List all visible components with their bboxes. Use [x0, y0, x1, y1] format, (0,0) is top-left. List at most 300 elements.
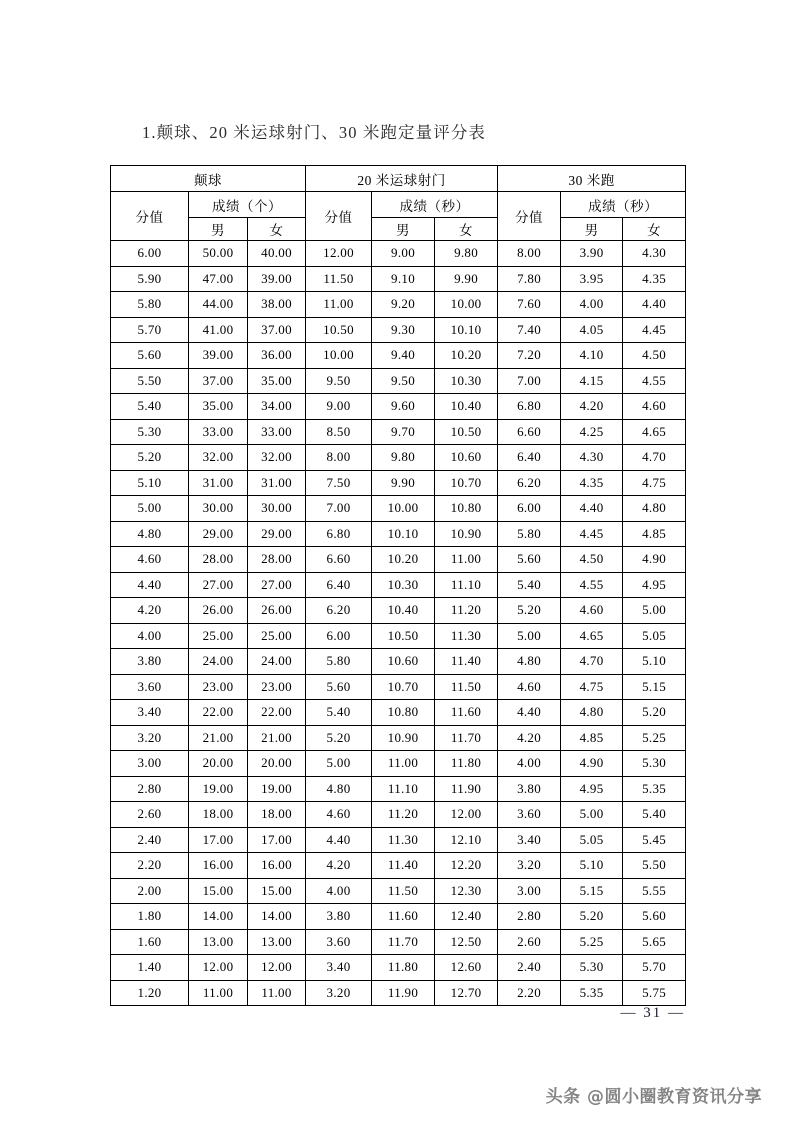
cell-male-30m: 5.05 [561, 827, 623, 853]
cell-male-dianqiu: 26.00 [189, 598, 248, 624]
cell-score-20m: 11.50 [306, 266, 372, 292]
cell-male-20m: 10.60 [372, 649, 435, 675]
cell-score-30m: 7.80 [498, 266, 561, 292]
cell-female-dianqiu: 15.00 [248, 878, 306, 904]
cell-male-dianqiu: 24.00 [189, 649, 248, 675]
cell-score-20m: 9.50 [306, 368, 372, 394]
cell-male-20m: 10.50 [372, 623, 435, 649]
cell-male-dianqiu: 21.00 [189, 725, 248, 751]
cell-male-30m: 5.25 [561, 929, 623, 955]
cell-male-30m: 4.10 [561, 343, 623, 369]
cell-female-30m: 5.05 [623, 623, 686, 649]
cell-female-30m: 4.95 [623, 572, 686, 598]
cell-female-dianqiu: 17.00 [248, 827, 306, 853]
cell-male-20m: 11.00 [372, 751, 435, 777]
cell-female-20m: 12.50 [435, 929, 498, 955]
cell-score-30m: 2.60 [498, 929, 561, 955]
cell-male-30m: 4.90 [561, 751, 623, 777]
cell-score-20m: 4.00 [306, 878, 372, 904]
table-row [111, 649, 686, 675]
table-body [111, 241, 686, 1006]
cell-score-30m: 3.00 [498, 878, 561, 904]
result-label-dianqiu: 成绩（个） [189, 192, 306, 218]
cell-score-30m: 6.40 [498, 445, 561, 471]
cell-male-30m: 4.40 [561, 496, 623, 522]
cell-female-30m: 5.50 [623, 853, 686, 879]
cell-score-dianqiu: 6.00 [111, 241, 189, 267]
table-row [111, 929, 686, 955]
cell-score-30m: 2.20 [498, 980, 561, 1006]
table-row [111, 776, 686, 802]
cell-female-30m: 5.25 [623, 725, 686, 751]
cell-score-20m: 7.00 [306, 496, 372, 522]
group-header-row [111, 166, 686, 192]
cell-male-20m: 9.00 [372, 241, 435, 267]
cell-female-dianqiu: 34.00 [248, 394, 306, 420]
cell-female-dianqiu: 14.00 [248, 904, 306, 930]
cell-female-dianqiu: 32.00 [248, 445, 306, 471]
cell-male-20m: 10.40 [372, 598, 435, 624]
table-row [111, 878, 686, 904]
result-label-30m-run: 成绩（秒） [561, 192, 686, 218]
score-label-20m-dribble-shoot: 分值 [306, 192, 372, 241]
cell-score-30m: 6.20 [498, 470, 561, 496]
cell-male-20m: 11.50 [372, 878, 435, 904]
cell-score-20m: 3.80 [306, 904, 372, 930]
cell-male-dianqiu: 47.00 [189, 266, 248, 292]
cell-female-30m: 4.60 [623, 394, 686, 420]
cell-male-30m: 4.50 [561, 547, 623, 573]
cell-male-dianqiu: 18.00 [189, 802, 248, 828]
cell-score-20m: 11.00 [306, 292, 372, 318]
cell-male-30m: 4.80 [561, 700, 623, 726]
cell-male-30m: 5.15 [561, 878, 623, 904]
cell-female-dianqiu: 24.00 [248, 649, 306, 675]
cell-female-20m: 11.30 [435, 623, 498, 649]
cell-female-30m: 4.35 [623, 266, 686, 292]
cell-score-dianqiu: 2.20 [111, 853, 189, 879]
cell-score-30m: 4.40 [498, 700, 561, 726]
cell-male-20m: 9.60 [372, 394, 435, 420]
cell-female-30m: 5.35 [623, 776, 686, 802]
cell-male-30m: 5.00 [561, 802, 623, 828]
cell-female-20m: 10.70 [435, 470, 498, 496]
cell-score-dianqiu: 5.60 [111, 343, 189, 369]
group-header-20m-dribble-shoot: 20 米运球射门 [306, 166, 498, 192]
cell-male-30m: 4.35 [561, 470, 623, 496]
cell-score-dianqiu: 5.40 [111, 394, 189, 420]
cell-male-20m: 10.90 [372, 725, 435, 751]
cell-female-dianqiu: 11.00 [248, 980, 306, 1006]
cell-score-30m: 7.40 [498, 317, 561, 343]
table-row [111, 419, 686, 445]
cell-female-30m: 4.50 [623, 343, 686, 369]
cell-female-30m: 5.65 [623, 929, 686, 955]
cell-score-20m: 6.20 [306, 598, 372, 624]
table-row [111, 674, 686, 700]
cell-female-30m: 4.55 [623, 368, 686, 394]
table-row [111, 725, 686, 751]
table-row [111, 802, 686, 828]
cell-male-dianqiu: 39.00 [189, 343, 248, 369]
cell-score-20m: 3.60 [306, 929, 372, 955]
cell-female-20m: 11.10 [435, 572, 498, 598]
cell-female-20m: 10.80 [435, 496, 498, 522]
cell-male-20m: 9.50 [372, 368, 435, 394]
cell-male-30m: 5.30 [561, 955, 623, 981]
table-row [111, 317, 686, 343]
cell-score-30m: 4.00 [498, 751, 561, 777]
table-row [111, 598, 686, 624]
cell-female-20m: 12.70 [435, 980, 498, 1006]
cell-female-20m: 12.60 [435, 955, 498, 981]
cell-female-30m: 4.85 [623, 521, 686, 547]
cell-female-dianqiu: 35.00 [248, 368, 306, 394]
cell-male-dianqiu: 19.00 [189, 776, 248, 802]
cell-male-30m: 4.45 [561, 521, 623, 547]
cell-male-30m: 3.95 [561, 266, 623, 292]
cell-male-30m: 4.60 [561, 598, 623, 624]
cell-female-dianqiu: 18.00 [248, 802, 306, 828]
score-label-dianqiu: 分值 [111, 192, 189, 241]
cell-female-30m: 5.15 [623, 674, 686, 700]
cell-female-dianqiu: 36.00 [248, 343, 306, 369]
cell-male-dianqiu: 23.00 [189, 674, 248, 700]
table-row [111, 827, 686, 853]
cell-score-20m: 3.20 [306, 980, 372, 1006]
cell-score-dianqiu: 5.90 [111, 266, 189, 292]
cell-female-dianqiu: 25.00 [248, 623, 306, 649]
group-header-dianqiu: 颠球 [111, 166, 306, 192]
cell-male-30m: 4.05 [561, 317, 623, 343]
cell-score-30m: 6.60 [498, 419, 561, 445]
cell-male-20m: 11.10 [372, 776, 435, 802]
cell-male-dianqiu: 16.00 [189, 853, 248, 879]
cell-female-20m: 10.30 [435, 368, 498, 394]
cell-male-dianqiu: 35.00 [189, 394, 248, 420]
cell-score-30m: 7.00 [498, 368, 561, 394]
cell-score-20m: 5.60 [306, 674, 372, 700]
cell-female-dianqiu: 12.00 [248, 955, 306, 981]
cell-score-20m: 5.20 [306, 725, 372, 751]
cell-score-20m: 4.60 [306, 802, 372, 828]
cell-female-20m: 12.20 [435, 853, 498, 879]
cell-female-20m: 10.20 [435, 343, 498, 369]
cell-male-30m: 4.75 [561, 674, 623, 700]
cell-score-dianqiu: 3.40 [111, 700, 189, 726]
cell-female-dianqiu: 39.00 [248, 266, 306, 292]
table-row [111, 904, 686, 930]
male-label-dianqiu: 男 [189, 218, 248, 241]
table-row [111, 496, 686, 522]
cell-female-30m: 4.40 [623, 292, 686, 318]
cell-score-30m: 3.40 [498, 827, 561, 853]
cell-female-dianqiu: 19.00 [248, 776, 306, 802]
cell-score-20m: 4.40 [306, 827, 372, 853]
cell-female-dianqiu: 13.00 [248, 929, 306, 955]
cell-female-dianqiu: 26.00 [248, 598, 306, 624]
cell-male-30m: 4.25 [561, 419, 623, 445]
cell-female-dianqiu: 27.00 [248, 572, 306, 598]
table-row [111, 955, 686, 981]
cell-score-dianqiu: 2.60 [111, 802, 189, 828]
cell-male-dianqiu: 31.00 [189, 470, 248, 496]
cell-score-20m: 5.00 [306, 751, 372, 777]
cell-male-20m: 9.10 [372, 266, 435, 292]
cell-male-20m: 9.80 [372, 445, 435, 471]
cell-male-dianqiu: 22.00 [189, 700, 248, 726]
cell-female-20m: 10.10 [435, 317, 498, 343]
table-row [111, 572, 686, 598]
cell-score-dianqiu: 4.80 [111, 521, 189, 547]
cell-score-dianqiu: 2.00 [111, 878, 189, 904]
cell-male-dianqiu: 41.00 [189, 317, 248, 343]
cell-male-30m: 4.95 [561, 776, 623, 802]
cell-male-20m: 11.80 [372, 955, 435, 981]
table-row [111, 292, 686, 318]
cell-male-dianqiu: 27.00 [189, 572, 248, 598]
cell-female-dianqiu: 28.00 [248, 547, 306, 573]
cell-score-30m: 5.60 [498, 547, 561, 573]
cell-female-30m: 5.55 [623, 878, 686, 904]
result-label-20m-dribble-shoot: 成绩（秒） [372, 192, 498, 218]
cell-score-dianqiu: 5.00 [111, 496, 189, 522]
cell-male-dianqiu: 30.00 [189, 496, 248, 522]
cell-female-30m: 5.60 [623, 904, 686, 930]
cell-female-20m: 10.00 [435, 292, 498, 318]
cell-female-20m: 10.40 [435, 394, 498, 420]
cell-male-20m: 10.80 [372, 700, 435, 726]
table-row [111, 394, 686, 420]
cell-female-30m: 5.30 [623, 751, 686, 777]
cell-score-dianqiu: 4.20 [111, 598, 189, 624]
cell-male-30m: 4.70 [561, 649, 623, 675]
cell-score-dianqiu: 2.80 [111, 776, 189, 802]
cell-score-20m: 6.80 [306, 521, 372, 547]
cell-male-30m: 5.35 [561, 980, 623, 1006]
male-label-30m-run: 男 [561, 218, 623, 241]
cell-female-30m: 5.40 [623, 802, 686, 828]
cell-female-dianqiu: 21.00 [248, 725, 306, 751]
table-row [111, 751, 686, 777]
cell-score-dianqiu: 3.20 [111, 725, 189, 751]
cell-score-dianqiu: 5.70 [111, 317, 189, 343]
cell-male-30m: 3.90 [561, 241, 623, 267]
cell-male-dianqiu: 33.00 [189, 419, 248, 445]
cell-male-dianqiu: 28.00 [189, 547, 248, 573]
cell-score-30m: 6.00 [498, 496, 561, 522]
cell-score-20m: 9.00 [306, 394, 372, 420]
cell-male-20m: 11.30 [372, 827, 435, 853]
cell-female-dianqiu: 38.00 [248, 292, 306, 318]
male-label-20m-dribble-shoot: 男 [372, 218, 435, 241]
cell-female-30m: 5.75 [623, 980, 686, 1006]
table-header [111, 166, 686, 241]
cell-female-dianqiu: 23.00 [248, 674, 306, 700]
cell-male-20m: 10.70 [372, 674, 435, 700]
score-label-30m-run: 分值 [498, 192, 561, 241]
cell-male-dianqiu: 13.00 [189, 929, 248, 955]
cell-score-20m: 4.20 [306, 853, 372, 879]
cell-male-20m: 11.20 [372, 802, 435, 828]
cell-score-30m: 7.20 [498, 343, 561, 369]
cell-female-20m: 11.40 [435, 649, 498, 675]
cell-male-dianqiu: 25.00 [189, 623, 248, 649]
cell-score-dianqiu: 5.80 [111, 292, 189, 318]
cell-male-dianqiu: 44.00 [189, 292, 248, 318]
cell-female-30m: 4.65 [623, 419, 686, 445]
cell-score-30m: 2.80 [498, 904, 561, 930]
cell-female-dianqiu: 37.00 [248, 317, 306, 343]
cell-female-dianqiu: 16.00 [248, 853, 306, 879]
cell-female-dianqiu: 33.00 [248, 419, 306, 445]
cell-score-30m: 7.60 [498, 292, 561, 318]
cell-male-20m: 10.30 [372, 572, 435, 598]
table-row [111, 241, 686, 267]
cell-male-30m: 4.30 [561, 445, 623, 471]
cell-male-30m: 4.00 [561, 292, 623, 318]
cell-male-20m: 9.20 [372, 292, 435, 318]
cell-female-dianqiu: 22.00 [248, 700, 306, 726]
cell-male-30m: 4.65 [561, 623, 623, 649]
cell-score-dianqiu: 5.30 [111, 419, 189, 445]
cell-male-20m: 11.40 [372, 853, 435, 879]
female-label-dianqiu: 女 [248, 218, 306, 241]
female-label-30m-run: 女 [623, 218, 686, 241]
cell-score-20m: 6.40 [306, 572, 372, 598]
cell-score-dianqiu: 4.60 [111, 547, 189, 573]
cell-score-dianqiu: 4.40 [111, 572, 189, 598]
cell-score-dianqiu: 3.60 [111, 674, 189, 700]
cell-female-20m: 11.60 [435, 700, 498, 726]
cell-score-dianqiu: 3.80 [111, 649, 189, 675]
cell-score-30m: 3.20 [498, 853, 561, 879]
cell-male-20m: 10.00 [372, 496, 435, 522]
cell-male-dianqiu: 50.00 [189, 241, 248, 267]
group-header-30m-run: 30 米跑 [498, 166, 686, 192]
cell-female-20m: 12.00 [435, 802, 498, 828]
cell-female-30m: 4.80 [623, 496, 686, 522]
cell-female-30m: 5.10 [623, 649, 686, 675]
cell-male-20m: 9.40 [372, 343, 435, 369]
table-row [111, 521, 686, 547]
cell-score-dianqiu: 1.40 [111, 955, 189, 981]
cell-male-20m: 9.30 [372, 317, 435, 343]
cell-score-dianqiu: 2.40 [111, 827, 189, 853]
cell-male-dianqiu: 11.00 [189, 980, 248, 1006]
cell-female-20m: 9.80 [435, 241, 498, 267]
cell-score-dianqiu: 5.50 [111, 368, 189, 394]
cell-female-30m: 4.45 [623, 317, 686, 343]
cell-score-20m: 7.50 [306, 470, 372, 496]
cell-female-20m: 12.30 [435, 878, 498, 904]
cell-score-20m: 4.80 [306, 776, 372, 802]
cell-score-30m: 6.80 [498, 394, 561, 420]
cell-score-30m: 2.40 [498, 955, 561, 981]
cell-female-20m: 12.10 [435, 827, 498, 853]
cell-score-20m: 12.00 [306, 241, 372, 267]
cell-male-dianqiu: 15.00 [189, 878, 248, 904]
table-row [111, 853, 686, 879]
cell-female-30m: 5.45 [623, 827, 686, 853]
cell-male-dianqiu: 20.00 [189, 751, 248, 777]
cell-female-20m: 9.90 [435, 266, 498, 292]
cell-score-30m: 5.20 [498, 598, 561, 624]
cell-score-20m: 8.00 [306, 445, 372, 471]
cell-male-20m: 11.90 [372, 980, 435, 1006]
cell-score-30m: 8.00 [498, 241, 561, 267]
table-row [111, 547, 686, 573]
table-row [111, 623, 686, 649]
cell-male-20m: 9.90 [372, 470, 435, 496]
cell-score-30m: 4.60 [498, 674, 561, 700]
cell-female-30m: 4.30 [623, 241, 686, 267]
cell-score-30m: 4.80 [498, 649, 561, 675]
cell-score-20m: 10.50 [306, 317, 372, 343]
page-title: 1.颠球、20 米运球射门、30 米跑定量评分表 [142, 123, 487, 142]
cell-female-20m: 10.90 [435, 521, 498, 547]
cell-female-20m: 11.00 [435, 547, 498, 573]
cell-score-30m: 5.40 [498, 572, 561, 598]
cell-score-dianqiu: 4.00 [111, 623, 189, 649]
cell-score-30m: 5.80 [498, 521, 561, 547]
sub-header-row [111, 192, 686, 218]
cell-male-30m: 4.55 [561, 572, 623, 598]
cell-male-dianqiu: 12.00 [189, 955, 248, 981]
cell-male-30m: 5.10 [561, 853, 623, 879]
table-row [111, 980, 686, 1006]
table-row [111, 700, 686, 726]
watermark-attribution: 头条 @圆小圈教育资讯分享 [545, 1087, 762, 1107]
cell-score-dianqiu: 1.20 [111, 980, 189, 1006]
cell-score-dianqiu: 3.00 [111, 751, 189, 777]
cell-female-20m: 11.70 [435, 725, 498, 751]
cell-male-30m: 4.20 [561, 394, 623, 420]
cell-female-dianqiu: 29.00 [248, 521, 306, 547]
cell-male-30m: 4.85 [561, 725, 623, 751]
cell-score-30m: 3.80 [498, 776, 561, 802]
cell-female-30m: 5.70 [623, 955, 686, 981]
cell-male-20m: 9.70 [372, 419, 435, 445]
cell-female-20m: 11.50 [435, 674, 498, 700]
cell-female-30m: 4.70 [623, 445, 686, 471]
cell-score-30m: 5.00 [498, 623, 561, 649]
table-row [111, 368, 686, 394]
cell-male-dianqiu: 32.00 [189, 445, 248, 471]
cell-score-dianqiu: 1.80 [111, 904, 189, 930]
cell-male-30m: 5.20 [561, 904, 623, 930]
cell-score-20m: 5.40 [306, 700, 372, 726]
cell-female-20m: 10.50 [435, 419, 498, 445]
cell-female-30m: 5.00 [623, 598, 686, 624]
table-row [111, 343, 686, 369]
cell-male-20m: 10.10 [372, 521, 435, 547]
cell-female-dianqiu: 31.00 [248, 470, 306, 496]
cell-male-20m: 10.20 [372, 547, 435, 573]
table-row [111, 445, 686, 471]
cell-female-20m: 12.40 [435, 904, 498, 930]
cell-score-dianqiu: 1.60 [111, 929, 189, 955]
cell-male-dianqiu: 14.00 [189, 904, 248, 930]
cell-score-30m: 3.60 [498, 802, 561, 828]
cell-female-30m: 4.90 [623, 547, 686, 573]
cell-score-20m: 5.80 [306, 649, 372, 675]
cell-score-20m: 10.00 [306, 343, 372, 369]
cell-score-dianqiu: 5.10 [111, 470, 189, 496]
cell-female-20m: 11.80 [435, 751, 498, 777]
cell-male-20m: 11.60 [372, 904, 435, 930]
cell-male-dianqiu: 29.00 [189, 521, 248, 547]
